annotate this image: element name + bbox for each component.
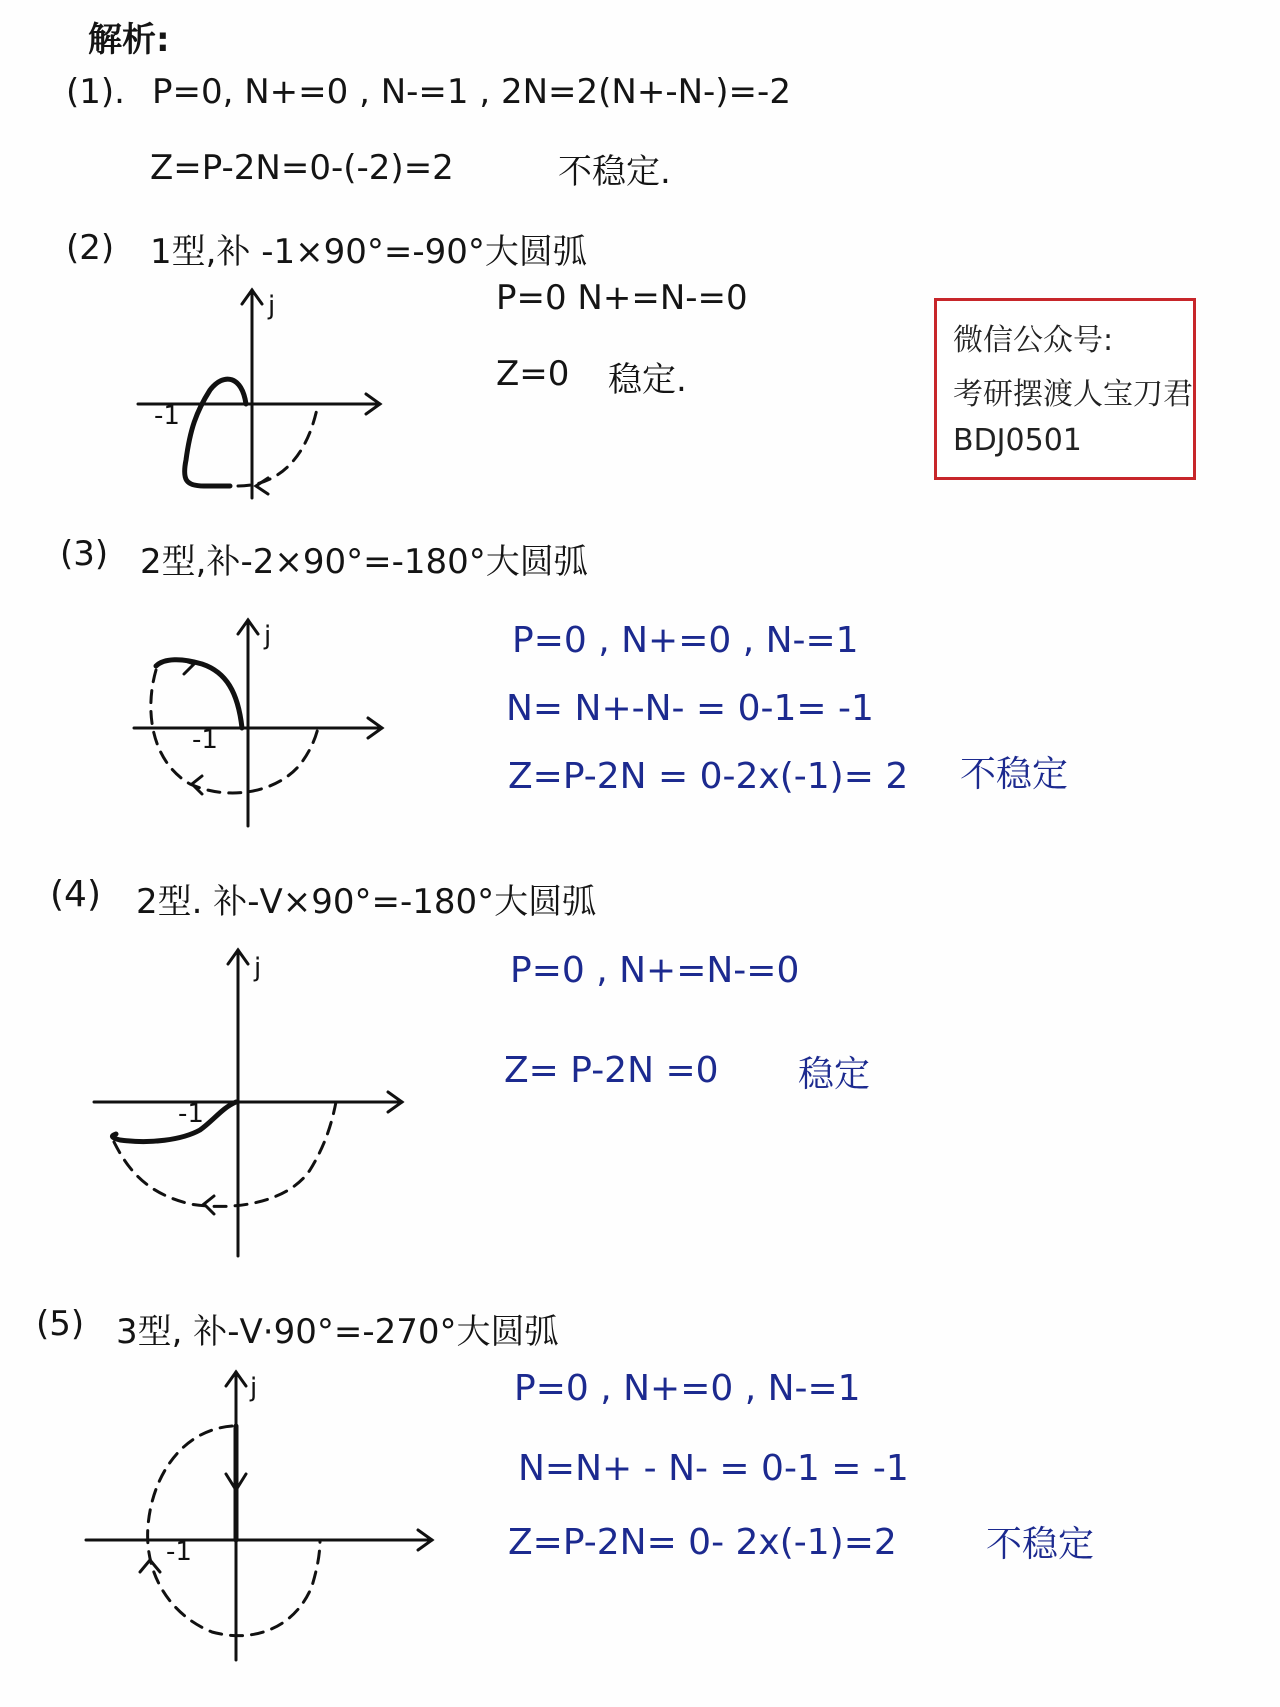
part5-eq2: N=N+ - N- = 0-1 = -1 bbox=[518, 1448, 909, 1489]
arrow-icon bbox=[204, 1196, 214, 1214]
part1-verdict: 不稳定. bbox=[558, 152, 671, 192]
stamp-line3: BDJ0501 bbox=[953, 423, 1082, 458]
part2-verdict: 稳定. bbox=[608, 360, 687, 400]
part5-line: 3型, 补-V·90°=-270°大圆弧 bbox=[116, 1312, 559, 1352]
arrow-icon bbox=[140, 1560, 160, 1572]
arrow-icon bbox=[256, 478, 268, 494]
j-label: j bbox=[268, 291, 276, 321]
dashed-arc bbox=[114, 1102, 336, 1206]
part5-number: (5) bbox=[36, 1304, 85, 1344]
stamp-line2: 考研摆渡人宝刀君 bbox=[953, 377, 1193, 412]
stamp-line1: 微信公众号: bbox=[953, 323, 1114, 358]
part4-number: (4) bbox=[50, 874, 101, 915]
part5-eq1: P=0 , N+=0 , N-=1 bbox=[514, 1368, 861, 1409]
arrow-icon bbox=[192, 776, 202, 794]
nyquist-plot-4 bbox=[90, 940, 410, 1260]
part2-eq2: Z=0 bbox=[496, 354, 570, 394]
part3-line: 2型,补-2×90°=-180°大圆弧 bbox=[140, 542, 588, 582]
part3-verdict: 不稳定 bbox=[960, 754, 1069, 795]
part3-eq3: Z=P-2N = 0-2x(-1)= 2 bbox=[508, 756, 909, 797]
part5-verdict: 不稳定 bbox=[986, 1524, 1095, 1565]
solid-curve bbox=[185, 379, 246, 486]
minus-one-label: -1 bbox=[192, 725, 218, 755]
solid-curve bbox=[156, 660, 242, 728]
dashed-arc bbox=[238, 404, 318, 486]
part2-line: 1型,补 -1×90°=-90°大圆弧 bbox=[150, 232, 587, 272]
j-label: j bbox=[264, 621, 272, 651]
nyquist-plot-5 bbox=[82, 1366, 442, 1666]
part2-eq1: P=0 N+=N-=0 bbox=[496, 278, 748, 318]
part4-verdict: 稳定 bbox=[798, 1054, 871, 1095]
part4-eq1: P=0 , N+=N-=0 bbox=[510, 950, 800, 991]
part4-eq2: Z= P-2N =0 bbox=[504, 1050, 719, 1091]
wechat-stamp bbox=[934, 298, 1196, 480]
minus-one-label: -1 bbox=[154, 401, 180, 431]
j-label: j bbox=[250, 1373, 258, 1403]
j-label: j bbox=[254, 953, 262, 983]
nyquist-plot-2 bbox=[130, 280, 390, 510]
part3-eq1: P=0 , N+=0 , N-=1 bbox=[512, 620, 859, 661]
solid-curve bbox=[113, 1102, 236, 1142]
minus-one-label: -1 bbox=[166, 1537, 192, 1567]
part1-line2: Z=P-2N=0-(-2)=2 bbox=[150, 148, 454, 188]
part4-line: 2型. 补-V×90°=-180°大圆弧 bbox=[136, 882, 597, 922]
part1-number: (1). bbox=[66, 72, 125, 112]
heading: 解析: bbox=[88, 20, 170, 60]
arrow-icon bbox=[182, 660, 194, 674]
dashed-arc bbox=[151, 670, 318, 793]
part3-eq2: N= N+-N- = 0-1= -1 bbox=[506, 688, 874, 729]
part5-eq3: Z=P-2N= 0- 2x(-1)=2 bbox=[508, 1522, 897, 1563]
part2-number: (2) bbox=[66, 228, 115, 268]
part3-number: (3) bbox=[60, 534, 109, 574]
part1-line1: P=0, N+=0 , N-=1 , 2N=2(N+-N-)=-2 bbox=[152, 72, 791, 112]
nyquist-plot-3 bbox=[130, 612, 390, 832]
minus-one-label: -1 bbox=[178, 1099, 204, 1129]
